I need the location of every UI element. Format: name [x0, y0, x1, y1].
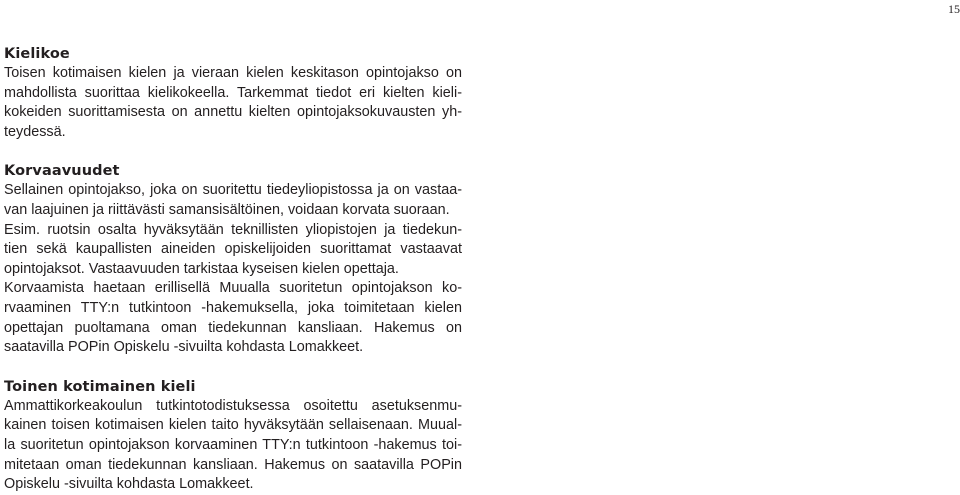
- paragraph-line: kokeiden suorittamisesta on annettu kielten opintojaksokuvausten yh-: [4, 104, 462, 121]
- page-number: 15: [948, 2, 960, 16]
- paragraph-line: Ammattikorkeakoulun tutkintotodistuksessa osoitettu asetuksenmu-: [4, 397, 462, 414]
- text-column: [4, 44, 462, 495]
- paragraph-line: teydessä.: [4, 123, 66, 140]
- section-korvaavuudet: [4, 161, 462, 357]
- paragraph-line: Opiskelu -sivuilta kohdasta Lomakkeet.: [4, 476, 254, 493]
- paragraph-line: saatavilla POPin Opiskelu -sivuilta kohdasta Lomakkeet.: [4, 339, 364, 356]
- paragraph-line: mitetaan oman tiedekunnan kansliaan. Hakemus on saatavilla POPin: [4, 456, 462, 473]
- section-toinen-kotimainen-kieli: [4, 377, 462, 495]
- paragraph-line: mahdollista suorittaa kielikokeella. Tarkemmat tiedot eri kielten kieli-: [4, 84, 462, 101]
- paragraph-line: Toisen kotimaisen kielen ja vieraan kielen keskitason opintojakso on: [4, 65, 462, 81]
- paragraph-line: van laajuinen ja riittävästi samansisältöinen, voidaan korvata suoraan.: [4, 201, 450, 218]
- paragraph-line: opintojaksot. Vastaavuuden tarkistaa kyseisen kielen opettaja.: [4, 260, 399, 277]
- paragraph-line: Korvaamista haetaan erillisellä Muualla suoritetun opintojakson ko-: [4, 280, 462, 297]
- section-heading: Kielikoe: [4, 46, 70, 62]
- paragraph-line: kainen toisen kotimaisen kielen taito hyväksytään sellaisenaan. Muual-: [4, 417, 462, 434]
- paragraph-line: Esim. ruotsin osalta hyväksytään teknillisten yliopistojen ja tiedekun-: [4, 221, 462, 238]
- section-kielikoe: [4, 44, 462, 142]
- paragraph-line: la suoritetun opintojakson korvaaminen TTY:n tutkintoon -hakemus toi-: [4, 436, 462, 453]
- paragraph-line: Sellainen opintojakso, joka on suoritettu tiedeyliopistossa ja on vastaa-: [4, 182, 462, 199]
- paragraph-line: opettajan puoltamana oman tiedekunnan kansliaan. Hakemus on: [4, 319, 462, 336]
- paragraph-line: tien sekä kaupallisten aineiden opiskelijoiden suorittamat vastaavat: [4, 241, 462, 258]
- paragraph-line: rvaaminen TTY:n tutkintoon -hakemuksella, joka toimitetaan kielen: [4, 299, 462, 316]
- section-heading: Korvaavuudet: [4, 163, 120, 180]
- section-heading: Toinen kotimainen kieli: [4, 378, 196, 395]
